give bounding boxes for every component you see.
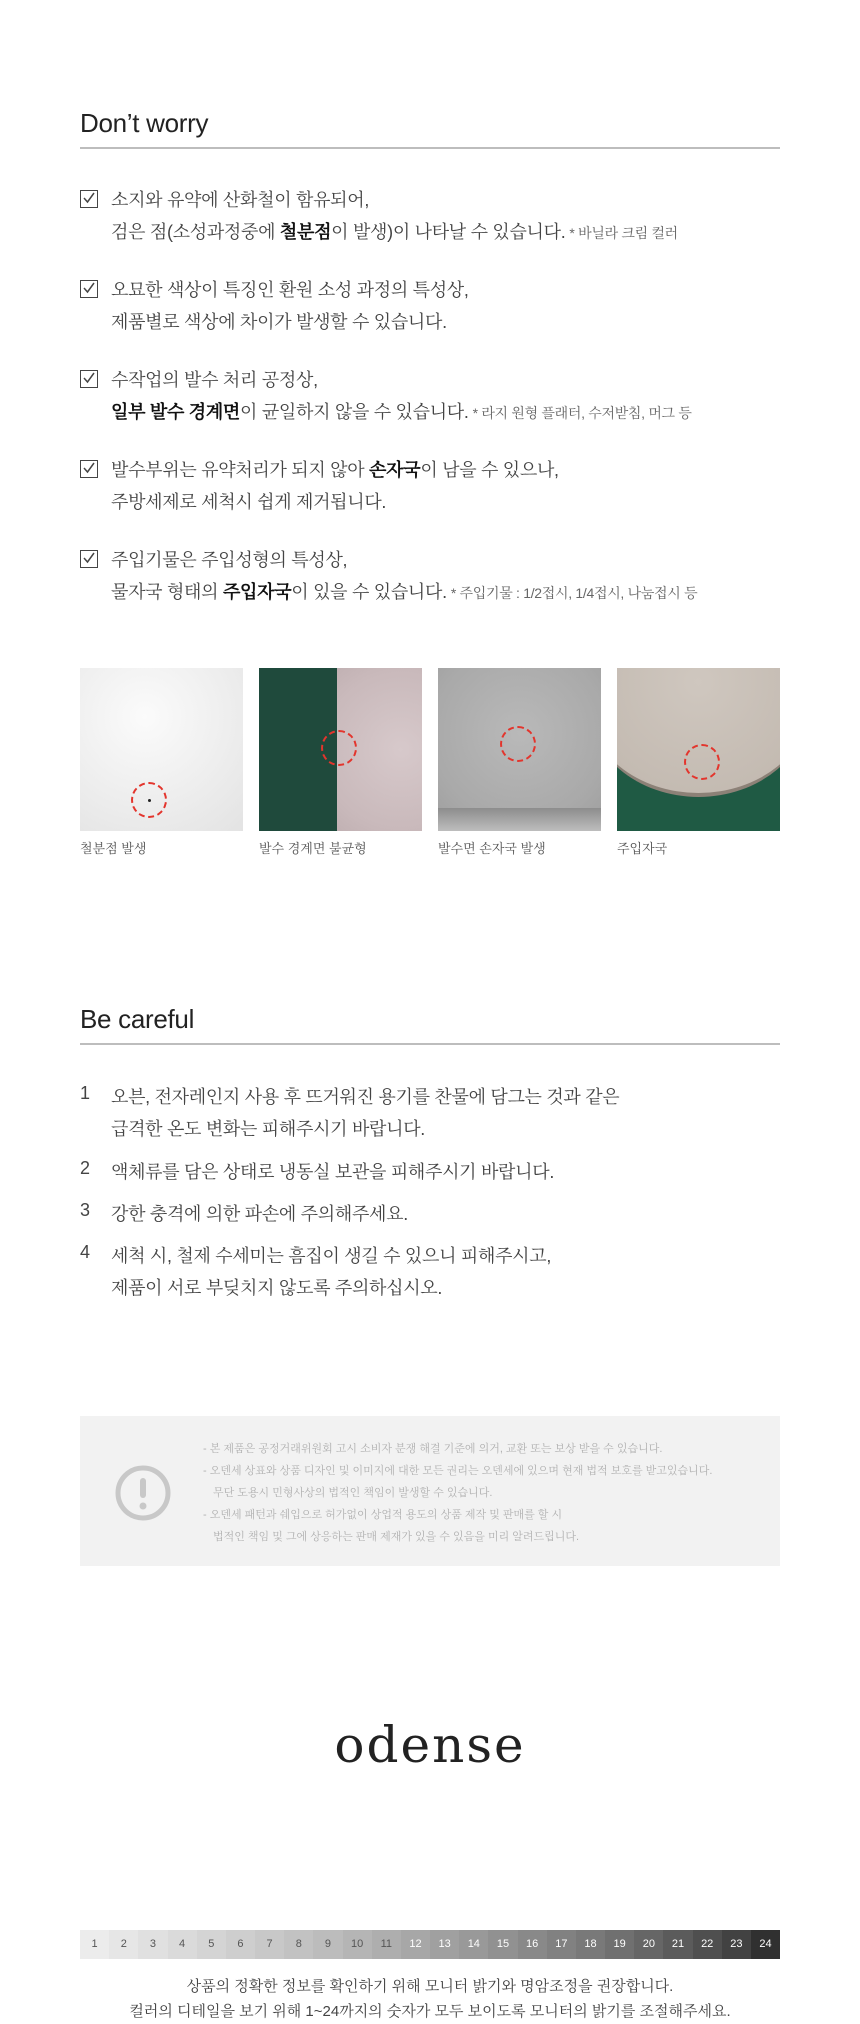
calibration-cell: 7 — [255, 1930, 284, 1959]
calibration-cell: 17 — [547, 1930, 576, 1959]
photo-iron-spot — [80, 668, 243, 831]
checkbox-icon — [80, 370, 98, 388]
plate-rim — [438, 808, 601, 831]
photo-caption: 발수면 손자국 발생 — [438, 841, 546, 856]
monitor-calibration-bar — [80, 1930, 780, 1959]
footer-notice: 상품의 정확한 정보를 확인하기 위해 모니터 밝기와 명암조정을 권장합니다. — [186, 1978, 674, 1995]
calibration-cell: 14 — [459, 1930, 488, 1959]
calibration-cell: 19 — [605, 1930, 634, 1959]
calibration-cell: 24 — [751, 1930, 780, 1959]
photo-hand-mark — [438, 668, 601, 831]
calibration-cell: 18 — [576, 1930, 605, 1959]
check-line: 제품별로 색상에 차이가 발생할 수 있습니다. — [111, 312, 447, 332]
calibration-cell: 15 — [488, 1930, 517, 1959]
notice-line: 무단 도용시 민형사상의 법적인 책임이 발생할 수 있습니다. — [213, 1487, 493, 1499]
calibration-cell: 10 — [343, 1930, 372, 1959]
calibration-cell: 6 — [226, 1930, 255, 1959]
notice-line: - 본 제품은 공정거래위원회 고시 소비자 분쟁 해결 기준에 의거, 교환 또는 보상 받을 수 있습니다. — [203, 1443, 663, 1455]
calibration-cell: 4 — [168, 1930, 197, 1959]
calibration-cell: 3 — [138, 1930, 167, 1959]
care-number: 4 — [80, 1242, 91, 1262]
notice-box — [80, 1416, 780, 1566]
calibration-cell: 11 — [372, 1930, 401, 1959]
be-careful-title: Be careful — [80, 1004, 780, 1045]
calibration-cell: 9 — [313, 1930, 342, 1959]
calibration-cell: 21 — [663, 1930, 692, 1959]
check-line: 주입기물은 주입성형의 특성상, — [111, 550, 348, 570]
highlight-circle — [500, 726, 536, 762]
care-line: 급격한 온도 변화는 피해주시기 바랍니다. — [111, 1119, 425, 1139]
footer-notice: 컬러의 디테일을 보기 위해 1~24까지의 숫자가 모두 보이도록 모니터의 밝기를 조절해주세요. — [129, 2003, 731, 2020]
photo-water-repellent-edge — [259, 668, 422, 831]
calibration-cell: 22 — [693, 1930, 722, 1959]
checkbox-icon — [80, 550, 98, 568]
check-line: 수작업의 발수 처리 공정상, — [111, 370, 318, 390]
calibration-cell: 12 — [401, 1930, 430, 1959]
photo-injection-mark — [617, 668, 780, 831]
check-line: 오묘한 색상이 특징인 환원 소성 과정의 특성상, — [111, 280, 469, 300]
check-line: 물자국 형태의 주입자국이 있을 수 있습니다. * 주입기물 : 1/2접시, 1/4접시, 나눔접시 등 — [111, 582, 698, 602]
photo-caption: 발수 경계면 불균형 — [259, 841, 367, 856]
dont-worry-title: Don’t worry — [80, 108, 780, 149]
calibration-cell: 23 — [722, 1930, 751, 1959]
iron-spot — [148, 799, 151, 802]
care-line: 세척 시, 철제 수세미는 흠집이 생길 수 있으니 피해주시고, — [111, 1246, 552, 1266]
photo-caption: 철분점 발생 — [80, 841, 147, 856]
check-line: 주방세제로 세척시 쉽게 제거됩니다. — [111, 492, 387, 512]
photo-caption: 주입자국 — [617, 841, 668, 856]
check-line: 검은 점(소성과정중에 철분점이 발생)이 나타날 수 있습니다. * 바닐라 크림 컬러 — [111, 222, 678, 242]
calibration-cell: 20 — [634, 1930, 663, 1959]
notice-line: 법적인 책임 및 그에 상응하는 판매 제재가 있을 수 있음을 미리 알려드립니다. — [213, 1531, 580, 1543]
calibration-cell: 2 — [109, 1930, 138, 1959]
checkbox-icon — [80, 190, 98, 208]
care-line: 제품이 서로 부딪치지 않도록 주의하십시오. — [111, 1278, 443, 1298]
calibration-cell: 8 — [284, 1930, 313, 1959]
notice-line: - 오덴세 상표와 상품 디자인 및 이미지에 대한 모든 권리는 오덴세에 있으며 현재 법적 보호를 받고있습니다. — [203, 1465, 713, 1477]
care-number: 2 — [80, 1158, 91, 1178]
calibration-cell: 5 — [197, 1930, 226, 1959]
calibration-cell: 16 — [518, 1930, 547, 1959]
checkbox-icon — [80, 280, 98, 298]
check-line: 발수부위는 유약처리가 되지 않아 손자국이 남을 수 있으나, — [111, 460, 559, 480]
check-line: 일부 발수 경계면이 균일하지 않을 수 있습니다. * 라지 원형 플래터, 수저받침, 머그 등 — [111, 402, 692, 422]
highlight-circle — [684, 744, 720, 780]
calibration-cell: 13 — [430, 1930, 459, 1959]
care-number: 3 — [80, 1200, 91, 1220]
highlight-circle — [321, 730, 357, 766]
care-line: 강한 충격에 의한 파손에 주의해주세요. — [111, 1204, 408, 1224]
checkbox-icon — [80, 460, 98, 478]
notice-line: - 오덴세 패턴과 쉐입으로 허가없이 상업적 용도의 상품 제작 및 판매를 할 시 — [203, 1509, 563, 1521]
check-line: 소지와 유약에 산화철이 함유되어, — [111, 190, 370, 210]
care-number: 1 — [80, 1083, 91, 1103]
care-line: 액체류를 담은 상태로 냉동실 보관을 피해주시기 바랍니다. — [111, 1162, 555, 1182]
calibration-cell: 1 — [80, 1930, 109, 1959]
care-line: 오븐, 전자레인지 사용 후 뜨거워진 용기를 찬물에 담그는 것과 같은 — [111, 1087, 620, 1107]
brand-logo: odense — [334, 1716, 526, 1774]
exclamation-circle-icon — [114, 1464, 172, 1527]
